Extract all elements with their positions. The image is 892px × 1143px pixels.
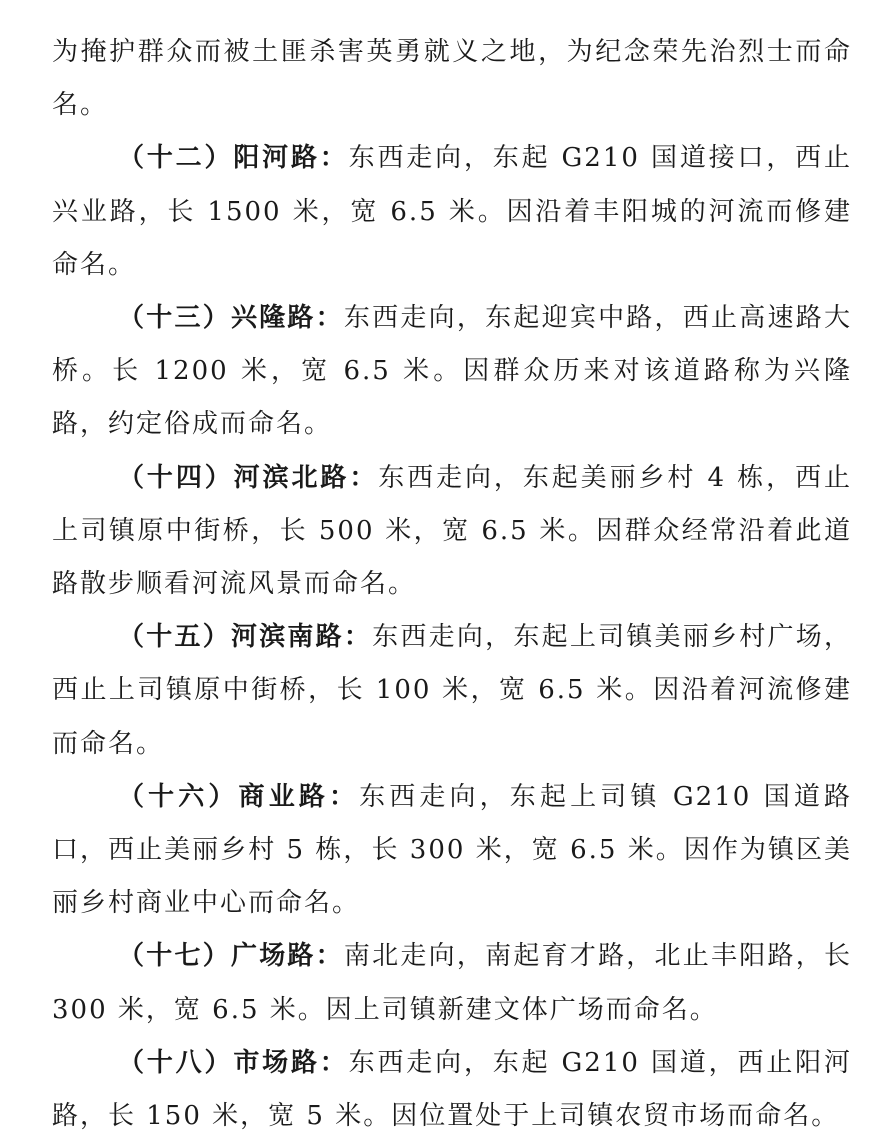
paragraph-text: 东西走向，东起迎宾中路，西止高速路大桥。长 1200 米，宽 6.5 米。因群众历来对该道路称为兴隆路，约定俗成而命名。	[52, 303, 852, 440]
paragraph-text: 东西走向，东起上司镇美丽乡村广场，西止上司镇原中街桥，长 100 米，宽 6.5 米。因沿着河流修建而命名。	[52, 622, 852, 759]
paragraph-commerce-road	[52, 771, 852, 931]
paragraph-text: 东西走向，东起 G210 国道接口，西止兴业路，长 1500 米，宽 6.5 米。因沿着丰阳城的河流而修建命名。	[52, 143, 852, 280]
paragraph-xinglong-road	[52, 292, 852, 452]
paragraph-plaza-road	[52, 930, 852, 1036]
paragraph-heading: （十四）河滨北路：	[118, 462, 379, 493]
paragraph-text: 南北走向，南起育才路，北止丰阳路，长 300 米，宽 6.5 米。因上司镇新建文体广场而命名。	[52, 941, 852, 1025]
paragraph-heading: （十八）市场路：	[118, 1047, 349, 1078]
paragraph-market-road	[52, 1037, 852, 1143]
paragraph-text: 东西走向，东起上司镇 G210 国道路口，西止美丽乡村 5 栋，长 300 米，宽 6.5 米。因作为镇区美丽乡村商业中心而命名。	[52, 781, 852, 919]
paragraph-heading: （十五）河滨南路：	[118, 622, 373, 653]
paragraph-text: 东西走向，东起美丽乡村 4 栋，西止上司镇原中街桥，长 500 米，宽 6.5 米。因群众经常沿着此道路散步顺看河流风景而命名。	[52, 462, 852, 600]
paragraph-hebin-south-road	[52, 611, 852, 771]
paragraph-hebin-north-road	[52, 452, 852, 612]
paragraph-yanghe-road	[52, 132, 852, 292]
paragraph-heading: （十二）阳河路：	[118, 143, 349, 174]
document-page	[52, 26, 852, 1143]
paragraph-heading: （十七）广场路：	[118, 941, 344, 972]
paragraph-heading: （十六）商业路：	[118, 781, 360, 812]
paragraph-text: 东西走向，东起 G210 国道，西止阳河路，长 150 米，宽 5 米。因位置处于上司镇农贸市场而命名。	[52, 1047, 852, 1132]
paragraph-continuation	[52, 26, 852, 132]
paragraph-heading: （十三）兴隆路：	[118, 303, 344, 334]
paragraph-text: 为掩护群众而被土匪杀害英勇就义之地，为纪念荣先治烈士而命名。	[52, 37, 852, 121]
